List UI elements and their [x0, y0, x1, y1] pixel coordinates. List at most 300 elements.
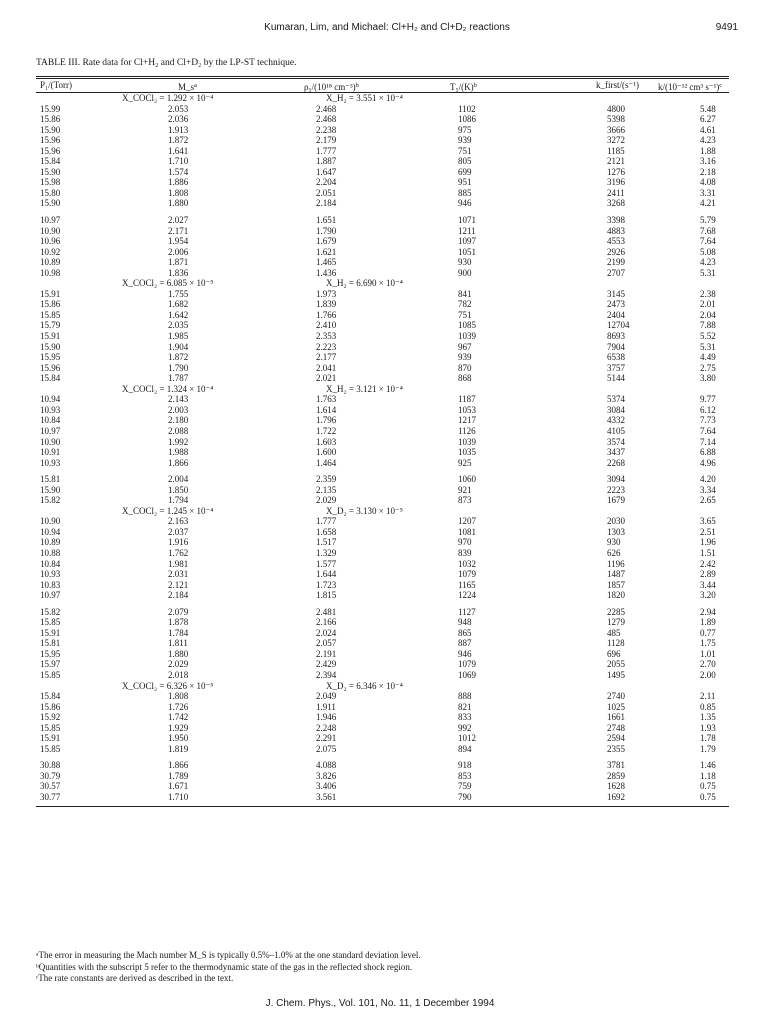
k-cell: 2.42 [700, 558, 716, 569]
ms-cell: 1.904 [168, 341, 189, 352]
rho-cell: 2.024 [316, 627, 337, 638]
ms-cell: 1.836 [168, 267, 189, 278]
table-row [36, 569, 729, 580]
p1-cell: 15.79 [40, 320, 61, 331]
p1-cell: 15.90 [40, 484, 61, 495]
cocl2-mole-fraction: X_COCl₂ = 6.326 × 10⁻⁵ [122, 680, 214, 691]
kfirst-cell: 1025 [607, 701, 625, 712]
table-row [36, 310, 729, 321]
table-row [36, 474, 729, 485]
kfirst-cell: 1279 [607, 617, 625, 628]
k-cell: 7.73 [700, 415, 716, 426]
p1-cell: 15.85 [40, 669, 61, 680]
ms-cell: 2.031 [168, 569, 189, 580]
k-cell: 7.64 [700, 425, 716, 436]
rho-cell: 1.464 [316, 457, 337, 468]
table-row [36, 659, 729, 670]
col-header-rho: ρ₅/(10¹⁸ cm⁻³)$^b$ [304, 82, 359, 92]
rho-cell: 3.406 [316, 781, 337, 792]
p1-cell: 15.85 [40, 743, 61, 754]
kfirst-cell: 2268 [607, 457, 625, 468]
footnote-c: ᶜThe rate constants are derived as described in the text. [36, 973, 234, 983]
p1-cell: 15.96 [40, 145, 61, 156]
table-row [36, 485, 729, 496]
ms-cell: 1.878 [168, 617, 189, 628]
t5-cell: 888 [458, 691, 472, 702]
kfirst-cell: 5398 [607, 114, 625, 125]
ms-cell: 1.726 [168, 701, 189, 712]
kfirst-cell: 5144 [607, 373, 625, 384]
ms-cell: 1.866 [168, 760, 189, 771]
k-cell: 2.65 [700, 495, 716, 506]
table-row [36, 342, 729, 353]
p1-cell: 15.85 [40, 617, 61, 628]
p1-cell: 15.82 [40, 495, 61, 506]
p1-cell: 10.93 [40, 457, 61, 468]
running-header [36, 22, 738, 36]
ms-cell: 2.143 [168, 394, 189, 405]
cocl2-mole-fraction: X_COCl₂ = 1.324 × 10⁻⁴ [122, 383, 214, 394]
k-cell: 4.49 [700, 352, 716, 363]
col-header-p1: P₁/(Torr) [40, 80, 73, 90]
kfirst-cell: 7904 [607, 341, 625, 352]
kfirst-cell: 4800 [607, 103, 625, 114]
k-cell: 2.70 [700, 659, 716, 670]
kfirst-cell: 3272 [607, 135, 625, 146]
rho-cell: 2.204 [316, 177, 337, 188]
t5-cell: 1039 [458, 331, 476, 342]
p1-cell: 30.57 [40, 781, 61, 792]
kfirst-cell: 2740 [607, 691, 625, 702]
p1-cell: 10.83 [40, 579, 61, 590]
table-row [36, 638, 729, 649]
cocl2-mole-fraction: X_COCl₂ = 1.245 × 10⁻⁴ [122, 505, 214, 516]
table-row [36, 289, 729, 300]
p1-cell: 10.97 [40, 590, 61, 601]
k-cell: 2.00 [700, 669, 716, 680]
table-body [36, 93, 729, 803]
k-cell: 7.68 [700, 225, 716, 236]
k-cell: 2.18 [700, 166, 716, 177]
t5-cell: 1207 [458, 516, 476, 527]
k-cell: 5.31 [700, 341, 716, 352]
rho-cell: 1.600 [316, 447, 337, 458]
rho-cell: 2.353 [316, 331, 337, 342]
kfirst-cell: 2121 [607, 156, 625, 167]
rho-cell: 2.057 [316, 638, 337, 649]
concentration-row [36, 384, 729, 395]
page-footer-citation: J. Chem. Phys., Vol. 101, No. 11, 1 December 1994 [265, 998, 495, 1009]
t5-cell: 868 [458, 373, 472, 384]
kfirst-cell: 2355 [607, 743, 625, 754]
p1-cell: 15.91 [40, 733, 61, 744]
t5-cell: 1051 [458, 246, 476, 257]
t5-cell: 1224 [458, 590, 476, 601]
kfirst-cell: 1820 [607, 590, 625, 601]
kfirst-cell: 485 [607, 627, 621, 638]
k-cell: 5.31 [700, 267, 716, 278]
kfirst-cell: 1185 [607, 145, 625, 156]
t5-cell: 1102 [458, 103, 476, 114]
p1-cell: 10.91 [40, 447, 61, 458]
k-cell: 4.23 [700, 257, 716, 268]
p1-cell: 10.94 [40, 526, 61, 537]
col-header-kfirst: k_first/(s⁻¹) [596, 80, 639, 90]
t5-cell: 833 [458, 712, 472, 723]
p1-cell: 15.86 [40, 114, 61, 125]
p1-cell: 15.80 [40, 187, 61, 198]
rho-cell: 2.135 [316, 484, 337, 495]
table-row [36, 781, 729, 792]
rho-cell: 1.763 [316, 394, 337, 405]
kfirst-cell: 2473 [607, 299, 625, 310]
ms-cell: 1.642 [168, 309, 189, 320]
ms-cell: 2.088 [168, 425, 189, 436]
table-row [36, 771, 729, 782]
t5-cell: 939 [458, 135, 472, 146]
p1-cell: 30.77 [40, 792, 61, 802]
ms-cell: 1.755 [168, 288, 189, 299]
rho-cell: 2.075 [316, 743, 337, 754]
p1-cell: 15.85 [40, 722, 61, 733]
table-row [36, 405, 729, 416]
table-row [36, 247, 729, 258]
rho-cell: 2.029 [316, 495, 337, 506]
k-cell: 4.21 [700, 198, 716, 209]
kfirst-cell: 3757 [607, 362, 625, 373]
kfirst-cell: 2285 [607, 606, 625, 617]
p1-cell: 15.82 [40, 606, 61, 617]
kfirst-cell: 1276 [607, 166, 625, 177]
kfirst-cell: 3196 [607, 177, 625, 188]
k-cell: 5.79 [700, 215, 716, 226]
k-cell: 1.88 [700, 145, 716, 156]
p1-cell: 10.94 [40, 394, 61, 405]
t5-cell: 1086 [458, 114, 476, 125]
p1-cell: 15.90 [40, 341, 61, 352]
running-title: Kumaran, Lim, and Michael: Cl+H₂ and Cl+D₂ reactions [264, 22, 510, 33]
t5-cell: 951 [458, 177, 472, 188]
t5-cell: 948 [458, 617, 472, 628]
t5-cell: 821 [458, 701, 472, 712]
t5-cell: 839 [458, 547, 472, 558]
table-row [36, 580, 729, 591]
table-row [36, 712, 729, 723]
kfirst-cell: 930 [607, 537, 621, 548]
table-row [36, 373, 729, 384]
table-row [36, 458, 729, 469]
ms-cell: 2.079 [168, 606, 189, 617]
kfirst-cell: 4105 [607, 425, 625, 436]
kfirst-cell: 3094 [607, 474, 625, 485]
k-cell: 3.34 [700, 484, 716, 495]
t5-cell: 782 [458, 299, 472, 310]
rho-cell: 1.790 [316, 225, 337, 236]
table-caption: TABLE III. Rate data for Cl+H₂ and Cl+D₂ by the LP-ST technique. [36, 58, 297, 68]
rho-cell: 1.679 [316, 236, 337, 247]
t5-cell: 1035 [458, 447, 476, 458]
col-header-k: k/(10⁻¹² cm³ s⁻¹)$^c$ [658, 82, 723, 92]
rho-cell: 1.436 [316, 267, 337, 278]
table-row [36, 447, 729, 458]
ms-cell: 1.794 [168, 495, 189, 506]
t5-cell: 900 [458, 267, 472, 278]
t5-cell: 1217 [458, 415, 476, 426]
concentration-row [36, 681, 729, 692]
ms-cell: 1.872 [168, 135, 189, 146]
kfirst-cell: 1661 [607, 712, 625, 723]
k-cell: 1.75 [700, 638, 716, 649]
t5-cell: 887 [458, 638, 472, 649]
concentration-row [36, 506, 729, 517]
table-row [36, 702, 729, 713]
t5-cell: 1211 [458, 225, 476, 236]
t5-cell: 751 [458, 309, 472, 320]
table-header-row [36, 79, 729, 92]
t5-cell: 751 [458, 145, 472, 156]
kfirst-cell: 1128 [607, 638, 625, 649]
kfirst-cell: 1692 [607, 792, 625, 802]
kfirst-cell: 6538 [607, 352, 625, 363]
rho-cell: 2.468 [316, 103, 337, 114]
ms-cell: 1.762 [168, 547, 189, 558]
t5-cell: 921 [458, 484, 472, 495]
footnote-b: ᵇQuantities with the subscript 5 refer to the thermodynamic state of the gas in the reflected shock region. [36, 961, 413, 972]
table-row [36, 198, 729, 209]
t5-cell: 1071 [458, 215, 476, 226]
k-cell: 3.44 [700, 579, 716, 590]
p1-cell: 10.93 [40, 569, 61, 580]
p1-cell: 10.90 [40, 516, 61, 527]
ms-cell: 2.121 [168, 579, 189, 590]
t5-cell: 1127 [458, 606, 476, 617]
ms-cell: 1.992 [168, 436, 189, 447]
p1-cell: 15.91 [40, 288, 61, 299]
t5-cell: 1165 [458, 579, 476, 590]
k-cell: 1.51 [700, 547, 716, 558]
kfirst-cell: 2223 [607, 484, 625, 495]
rho-cell: 2.191 [316, 648, 337, 659]
ms-cell: 2.027 [168, 215, 189, 226]
p1-cell: 15.90 [40, 166, 61, 177]
table-row [36, 331, 729, 342]
table-row [36, 607, 729, 618]
k-cell: 2.04 [700, 309, 716, 320]
rho-cell: 1.517 [316, 537, 337, 548]
reactant-mole-fraction: X_H₂ = 6.690 × 10⁻⁴ [326, 278, 403, 289]
t5-cell: 1085 [458, 320, 476, 331]
rho-cell: 1.777 [316, 145, 337, 156]
table-row [36, 670, 729, 681]
k-cell: 2.01 [700, 299, 716, 310]
p1-cell: 15.86 [40, 701, 61, 712]
rho-cell: 2.429 [316, 659, 337, 670]
k-cell: 1.89 [700, 617, 716, 628]
p1-cell: 10.98 [40, 267, 61, 278]
p1-cell: 15.92 [40, 712, 61, 723]
rho-cell: 4.088 [316, 760, 337, 771]
k-cell: 2.51 [700, 526, 716, 537]
p1-cell: 15.91 [40, 331, 61, 342]
p1-cell: 15.99 [40, 103, 61, 114]
t5-cell: 1039 [458, 436, 476, 447]
p1-cell: 10.84 [40, 415, 61, 426]
table-row [36, 167, 729, 178]
rho-cell: 2.041 [316, 362, 337, 373]
t5-cell: 790 [458, 792, 472, 802]
t5-cell: 885 [458, 187, 472, 198]
k-cell: 1.18 [700, 770, 716, 781]
ms-cell: 1.913 [168, 124, 189, 135]
t5-cell: 918 [458, 760, 472, 771]
ms-cell: 2.003 [168, 404, 189, 415]
kfirst-cell: 2859 [607, 770, 625, 781]
t5-cell: 946 [458, 198, 472, 209]
k-cell: 2.75 [700, 362, 716, 373]
concentration-row [36, 278, 729, 289]
page-number: 9491 [715, 22, 738, 33]
ms-cell: 1.981 [168, 558, 189, 569]
rho-cell: 2.166 [316, 617, 337, 628]
t5-cell: 939 [458, 352, 472, 363]
ms-cell: 1.872 [168, 352, 189, 363]
kfirst-cell: 1679 [607, 495, 625, 506]
ms-cell: 1.988 [168, 447, 189, 458]
ms-cell: 1.871 [168, 257, 189, 268]
table-row [36, 628, 729, 639]
rho-cell: 1.647 [316, 166, 337, 177]
rho-cell: 2.179 [316, 135, 337, 146]
kfirst-cell: 3145 [607, 288, 625, 299]
kfirst-cell: 696 [607, 648, 621, 659]
kfirst-cell: 2404 [607, 309, 625, 320]
table-row [36, 617, 729, 628]
kfirst-cell: 2055 [607, 659, 625, 670]
rho-cell: 2.291 [316, 733, 337, 744]
p1-cell: 15.97 [40, 659, 61, 670]
ms-cell: 2.180 [168, 415, 189, 426]
table-row [36, 760, 729, 771]
table-row [36, 649, 729, 660]
ms-cell: 1.808 [168, 691, 189, 702]
t5-cell: 1032 [458, 558, 476, 569]
rho-cell: 2.410 [316, 320, 337, 331]
k-cell: 6.88 [700, 447, 716, 458]
kfirst-cell: 1303 [607, 526, 625, 537]
k-cell: 1.96 [700, 537, 716, 548]
kfirst-cell: 1857 [607, 579, 625, 590]
k-cell: 3.31 [700, 187, 716, 198]
rho-cell: 2.184 [316, 198, 337, 209]
table-row [36, 744, 729, 755]
ms-cell: 1.811 [168, 638, 188, 649]
t5-cell: 759 [458, 781, 472, 792]
t5-cell: 970 [458, 537, 472, 548]
table-row [36, 691, 729, 702]
rho-cell: 2.051 [316, 187, 337, 198]
p1-cell: 10.88 [40, 547, 61, 558]
rho-cell: 1.723 [316, 579, 337, 590]
table-row [36, 394, 729, 405]
t5-cell: 1053 [458, 404, 476, 415]
ms-cell: 2.037 [168, 526, 189, 537]
k-cell: 0.75 [700, 781, 716, 792]
p1-cell: 15.95 [40, 352, 61, 363]
t5-cell: 1126 [458, 425, 476, 436]
t5-cell: 1081 [458, 526, 476, 537]
table-footnotes [36, 950, 729, 985]
table-row [36, 495, 729, 506]
table-row [36, 548, 729, 559]
rho-cell: 1.796 [316, 415, 337, 426]
ms-cell: 1.808 [168, 187, 189, 198]
ms-cell: 1.880 [168, 648, 189, 659]
ms-cell: 1.985 [168, 331, 189, 342]
rho-cell: 3.561 [316, 792, 337, 802]
t5-cell: 1187 [458, 394, 476, 405]
t5-cell: 870 [458, 362, 472, 373]
table-row [36, 792, 729, 803]
rho-cell: 1.465 [316, 257, 337, 268]
ms-cell: 2.036 [168, 114, 189, 125]
p1-cell: 15.81 [40, 474, 61, 485]
k-cell: 1.35 [700, 712, 716, 723]
p1-cell: 10.92 [40, 246, 61, 257]
kfirst-cell: 3398 [607, 215, 625, 226]
p1-cell: 15.84 [40, 691, 61, 702]
p1-cell: 15.96 [40, 135, 61, 146]
t5-cell: 841 [458, 288, 472, 299]
t5-cell: 1097 [458, 236, 476, 247]
k-cell: 1.78 [700, 733, 716, 744]
p1-cell: 10.84 [40, 558, 61, 569]
k-cell: 0.75 [700, 792, 716, 802]
ms-cell: 1.886 [168, 177, 189, 188]
k-cell: 6.27 [700, 114, 716, 125]
table-row [36, 320, 729, 331]
p1-cell: 10.89 [40, 257, 61, 268]
k-cell: 0.77 [700, 627, 716, 638]
ms-cell: 2.018 [168, 669, 189, 680]
rho-cell: 1.577 [316, 558, 337, 569]
rho-cell: 3.826 [316, 770, 337, 781]
rho-cell: 1.766 [316, 309, 337, 320]
rate-data-table [36, 76, 729, 807]
table-row [36, 537, 729, 548]
kfirst-cell: 2926 [607, 246, 625, 257]
ms-cell: 2.053 [168, 103, 189, 114]
rho-cell: 2.049 [316, 691, 337, 702]
p1-cell: 10.96 [40, 236, 61, 247]
p1-cell: 15.91 [40, 627, 61, 638]
kfirst-cell: 1628 [607, 781, 625, 792]
concentration-row [36, 93, 729, 104]
p1-cell: 10.90 [40, 225, 61, 236]
rho-cell: 2.238 [316, 124, 337, 135]
ms-cell: 1.954 [168, 236, 189, 247]
rho-cell: 2.481 [316, 606, 337, 617]
t5-cell: 1069 [458, 669, 476, 680]
k-cell: 3.65 [700, 516, 716, 527]
kfirst-cell: 3437 [607, 447, 625, 458]
rho-cell: 1.973 [316, 288, 337, 299]
k-cell: 9.77 [700, 394, 716, 405]
ms-cell: 1.819 [168, 743, 189, 754]
table-row [36, 125, 729, 136]
table-row [36, 527, 729, 538]
k-cell: 2.89 [700, 569, 716, 580]
k-cell: 3.16 [700, 156, 716, 167]
